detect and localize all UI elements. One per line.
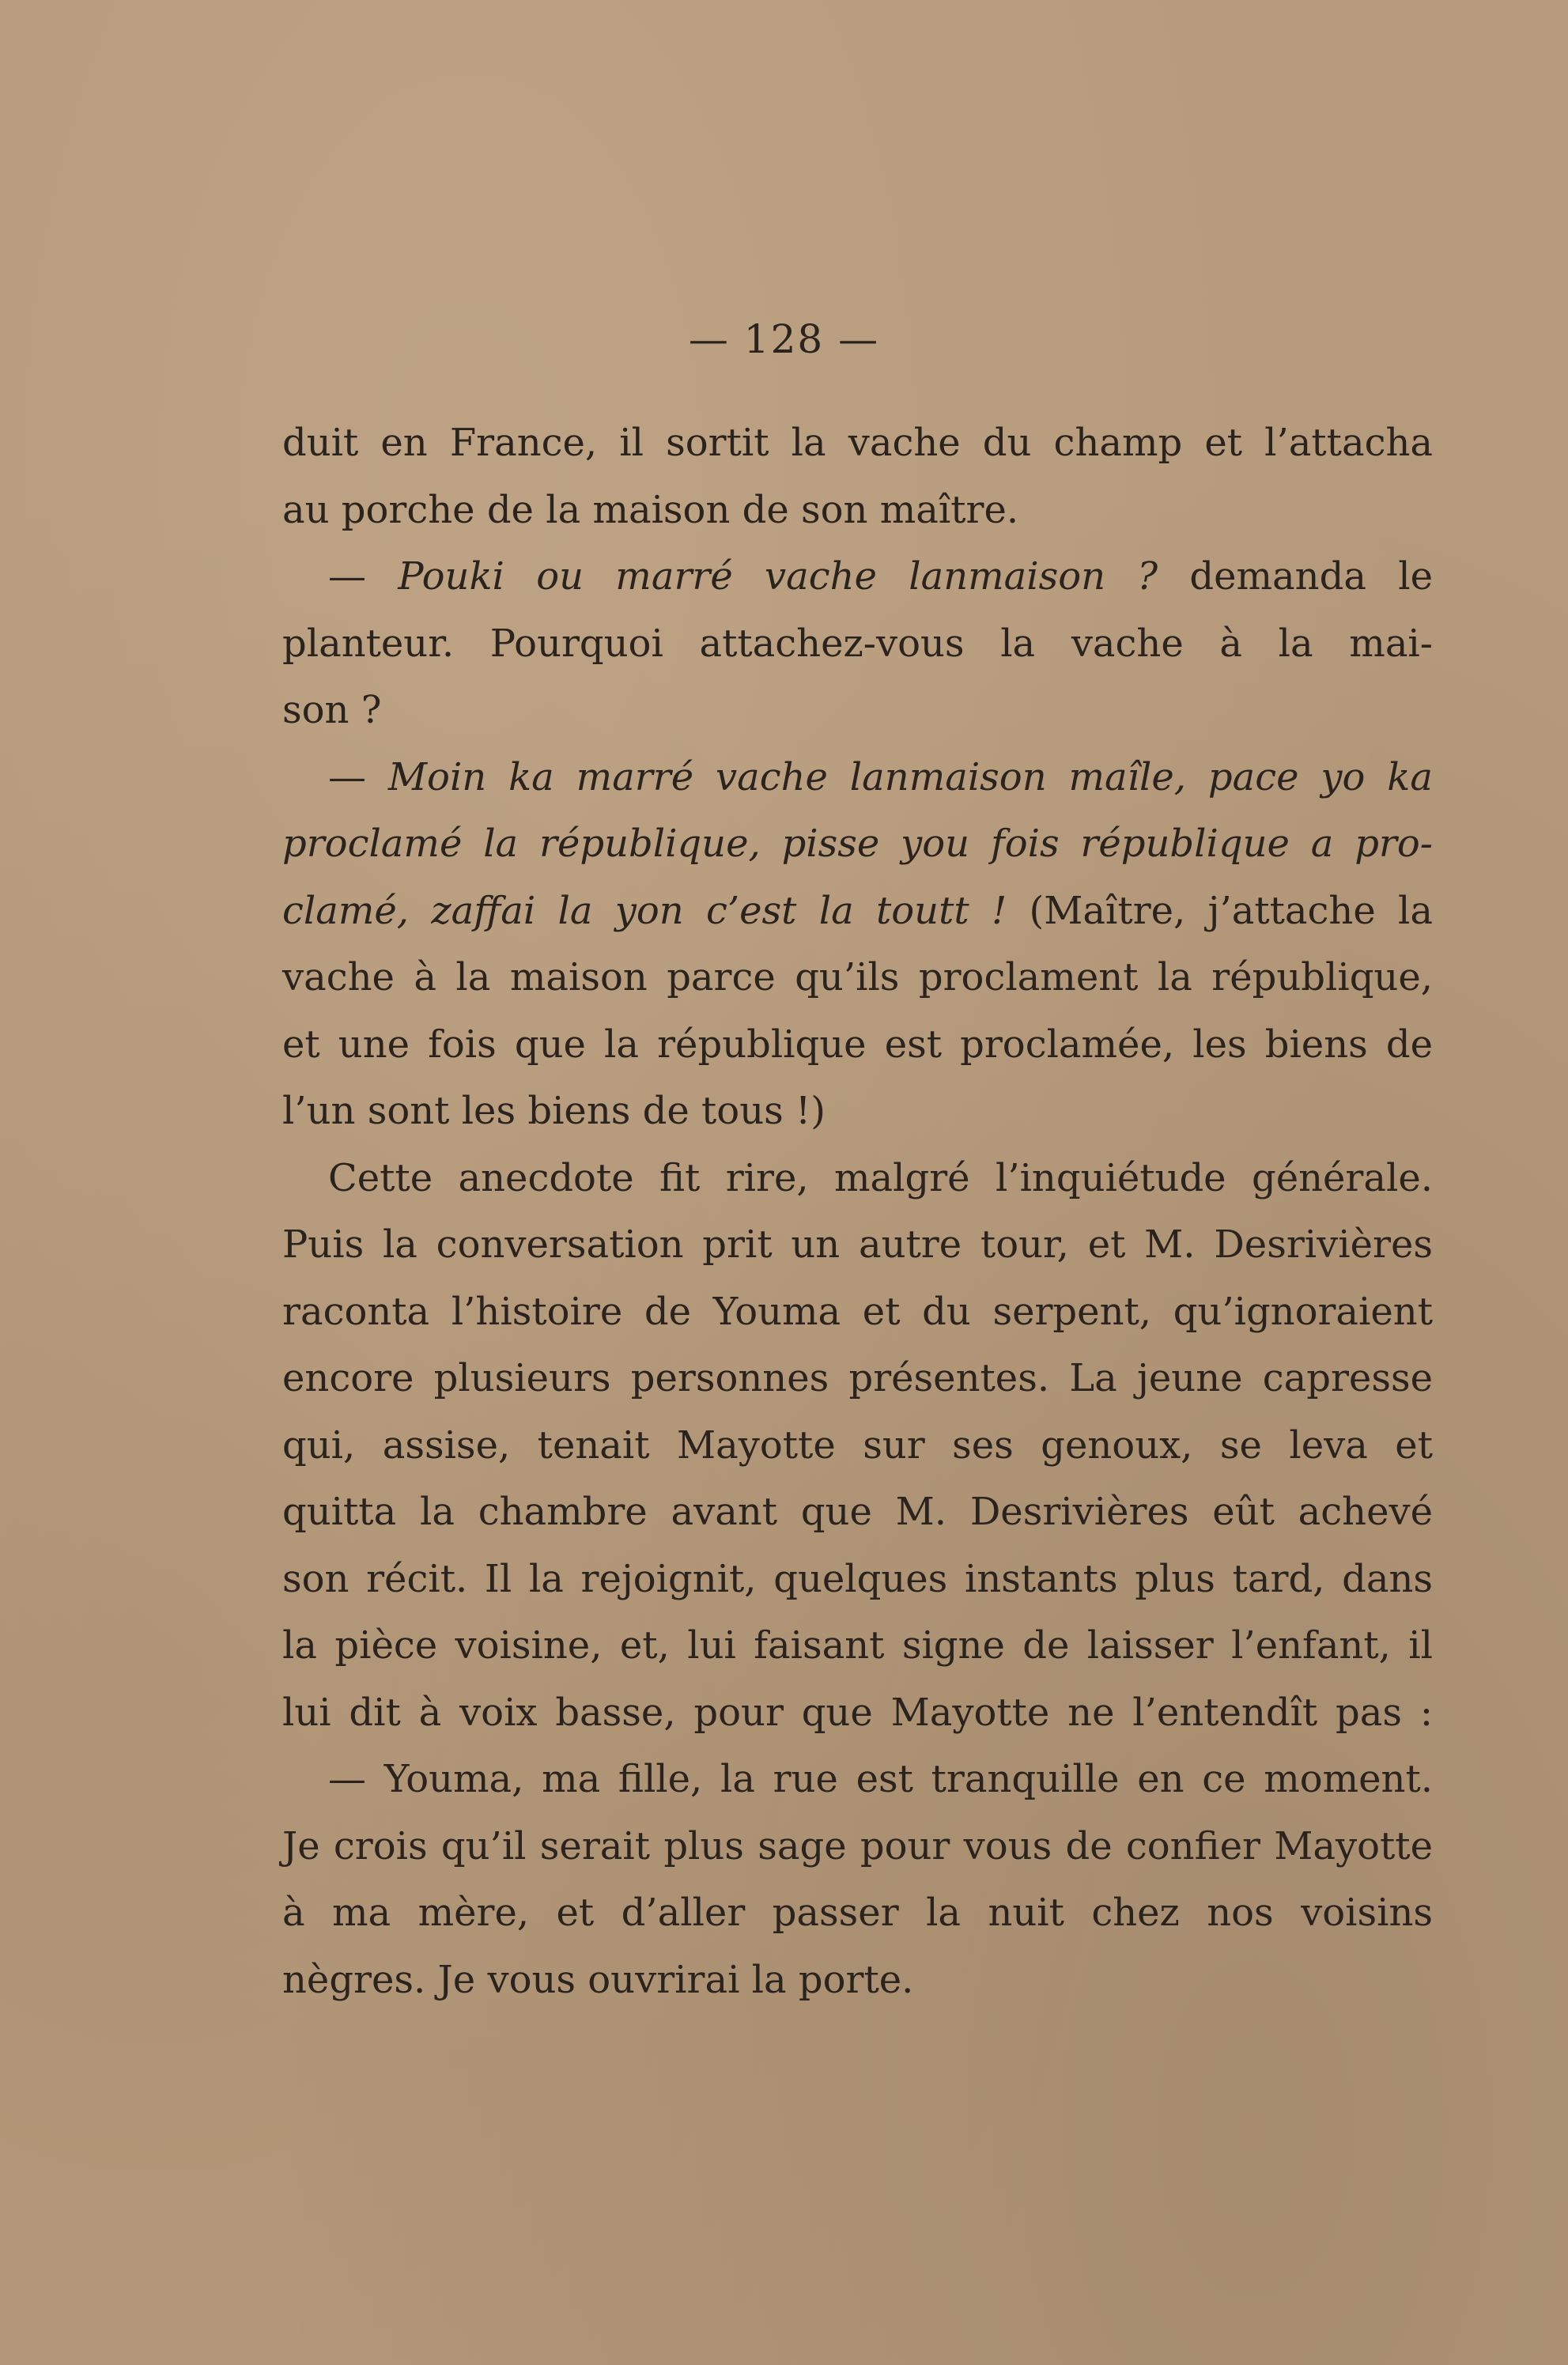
text-line [282, 610, 1433, 678]
text-line [282, 1479, 1433, 1546]
text-line [282, 1279, 1433, 1346]
text-line [282, 944, 1433, 1011]
text-line [282, 1612, 1433, 1679]
creole-quote: clamé, zaffai la yon c’est la toutt ! [282, 888, 1007, 933]
text-run: la pièce voisine, et, lui faisant signe de laisser l’enfant, il [282, 1623, 1433, 1668]
text-line [282, 1345, 1433, 1412]
text-line [282, 1145, 1433, 1212]
text-line [282, 1746, 1433, 1813]
creole-quote: proclamé la république, pisse you fois république a pro- [282, 822, 1433, 866]
text-line [282, 1412, 1433, 1479]
text-line [282, 1078, 1433, 1145]
text-run: nègres. Je vous ouvrirai la porte. [282, 1957, 914, 2002]
text-line [282, 1880, 1433, 1947]
text-run: demanda le [1158, 554, 1433, 599]
text-line [282, 744, 1433, 811]
text-run: Cette anecdote fit rire, malgré l’inquiétude générale. [328, 1155, 1433, 1200]
text-run: encore plusieurs personnes présentes. La jeune capresse [282, 1356, 1433, 1400]
text-run: l’un sont les biens de tous !) [282, 1089, 826, 1133]
text-run: son ? [282, 688, 382, 732]
text-run: et une fois que la république est proclamée, les biens de [282, 1022, 1433, 1067]
text-line [282, 878, 1433, 945]
text-line [282, 543, 1433, 610]
text-run: — [328, 554, 399, 599]
text-run: duit en France, il sortit la vache du champ et l’attacha [282, 421, 1433, 465]
text-run: — Youma, ma fille, la rue est tranquille en ce moment. [328, 1757, 1433, 1801]
text-run: qui, assise, tenait Mayotte sur ses genoux, se leva et [282, 1422, 1433, 1468]
body-text [282, 410, 1433, 2013]
text-run: à ma mère, et d’aller passer la nuit chez nos voisins [282, 1891, 1433, 1935]
creole-quote: Pouki ou marré vache lanmaison ? [398, 554, 1158, 599]
text-line [282, 1813, 1433, 1880]
text-run: Puis la conversation prit un autre tour, et M. Desrivières [282, 1222, 1433, 1267]
text-run: (Maître, j’attache la [1007, 888, 1434, 933]
text-line [282, 410, 1433, 477]
text-line [282, 1546, 1433, 1613]
text-line [282, 477, 1433, 544]
text-run: planteur. Pourquoi attachez-vous la vache à la mai- [282, 621, 1433, 666]
text-run: vache à la maison parce qu’ils proclament la république, [282, 955, 1433, 999]
text-run: Je crois qu’il serait plus sage pour vous de confier Mayotte [282, 1823, 1433, 1868]
text-line [282, 677, 1433, 744]
text-line [282, 1679, 1433, 1747]
text-line [282, 1947, 1433, 2014]
text-run: son récit. Il la rejoignit, quelques instants plus tard, dans [282, 1556, 1433, 1601]
text-run: au porche de la maison de son maître. [282, 487, 1019, 532]
text-line [282, 1011, 1433, 1079]
text-run: raconta l’histoire de Youma et du serpent, qu’ignoraient [282, 1289, 1433, 1334]
text-line [282, 810, 1433, 878]
text-run: lui dit à voix basse, pour que Mayotte ne l’entendît pas : [282, 1690, 1433, 1735]
text-line [282, 1211, 1433, 1279]
text-run: — [328, 754, 388, 799]
text-run: quitta la chambre avant que M. Desrivières eût achevé [282, 1490, 1433, 1534]
creole-quote: Moin ka marré vache lanmaison maîle, pace yo ka [387, 754, 1433, 799]
page-number: — 128 — [688, 316, 880, 362]
